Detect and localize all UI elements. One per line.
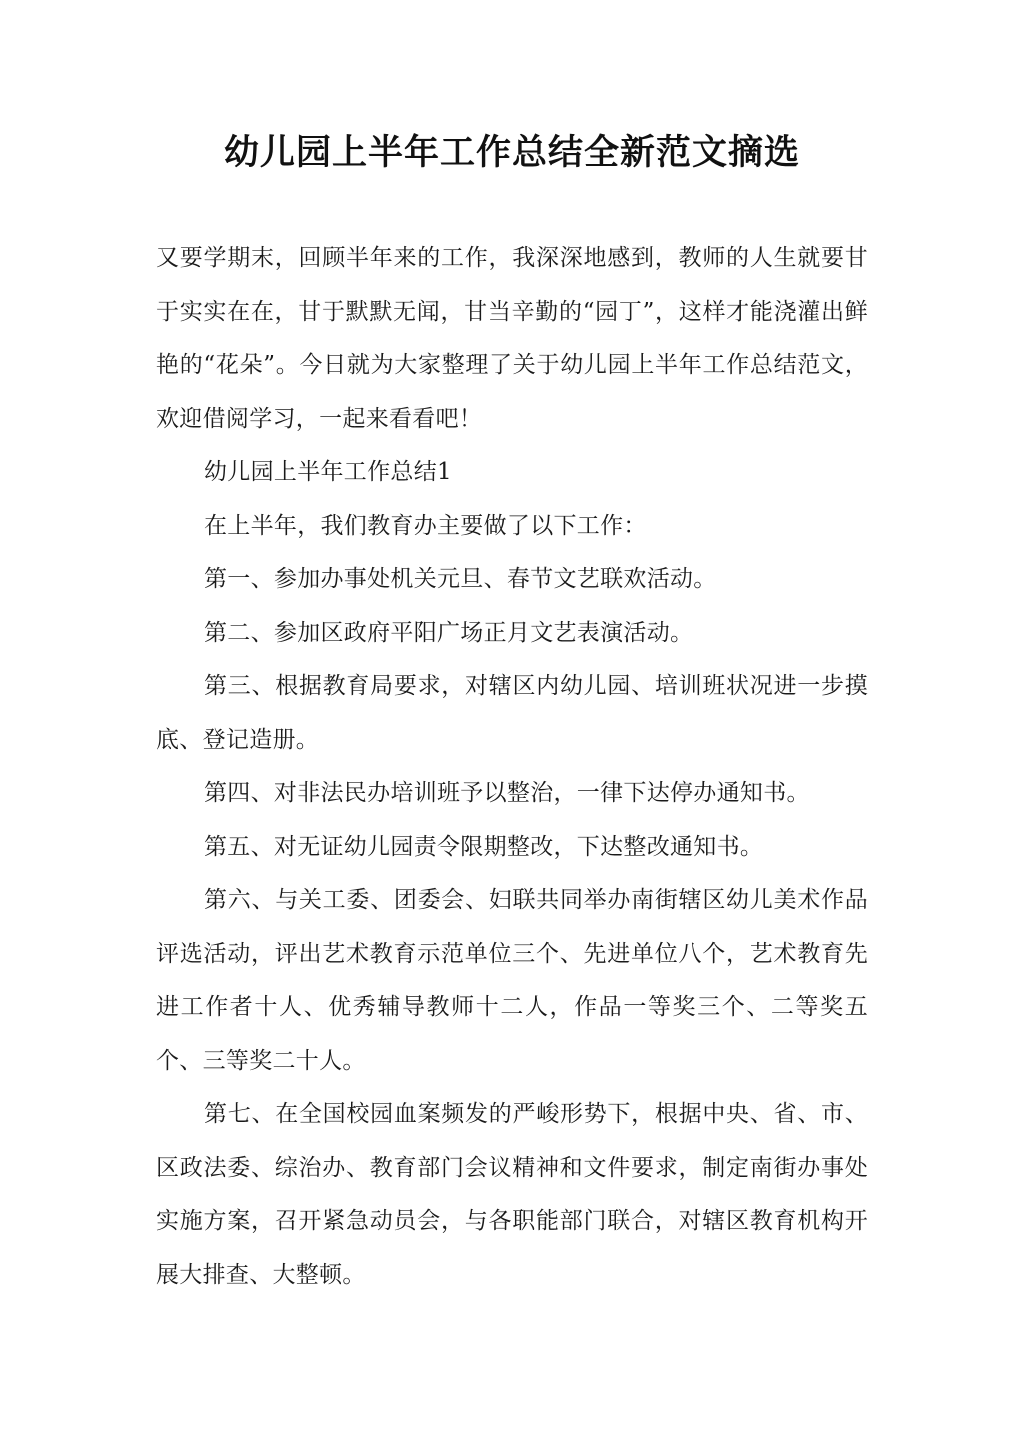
document-body xyxy=(156,232,868,1302)
paragraph: 又要学期末，回顾半年来的工作，我深深地感到，教师的人生就要甘于实实在在，甘于默默无闻，甘当辛勤的“园丁”，这样才能浇灌出鲜艳的“花朵”。今日就为大家整理了关于幼儿园上半年工作总结范文，欢迎借阅学习，一起来看看吧！ xyxy=(156,245,868,432)
paragraph: 幼儿园上半年工作总结1 xyxy=(204,459,452,485)
paragraph: 第一、参加办事处机关元旦、春节文艺联欢活动。 xyxy=(204,566,717,592)
paragraph: 第五、对无证幼儿园责令限期整改，下达整改通知书。 xyxy=(204,833,764,860)
document-title: 幼儿园上半年工作总结全新范文摘选 xyxy=(223,133,800,173)
paragraph: 第七、在全国校园血案频发的严峻形势下，根据中央、省、市、区政法委、综治办、教育部门会议精神和文件要求，制定南街办事处实施方案，召开紧急动员会，与各职能部门联合，对辖区教育机构开展大排查、大整顿。 xyxy=(156,1101,868,1288)
paragraph: 第三、根据教育局要求，对辖区内幼儿园、培训班状况进一步摸底、登记造册。 xyxy=(156,673,868,753)
paragraph: 第六、与关工委、团委会、妇联共同举办南街辖区幼儿美术作品评选活动，评出艺术教育示范单位三个、先进单位八个，艺术教育先进工作者十人、优秀辅导教师十二人，作品一等奖三个、二等奖五个、三等奖二十人。 xyxy=(156,887,868,1074)
paragraph: 第二、参加区政府平阳广场正月文艺表演活动。 xyxy=(204,619,694,646)
paragraph: 第四、对非法民办培训班予以整治，一律下达停办通知书。 xyxy=(204,780,810,806)
paragraph: 在上半年，我们教育办主要做了以下工作： xyxy=(204,512,647,539)
